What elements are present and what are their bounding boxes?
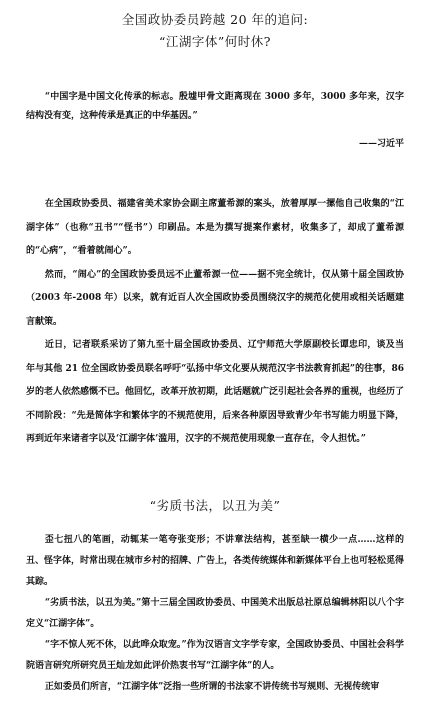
body-paragraph: 在全国政协委员、福建省美术家协会副主席董希源的案头，放着厚厚一摞他自己收集的“江湖字体”（也称“丑书”“怪书”）印刷品。本是为撰写提案作素材，收集多了，却成了董希源的“心病”，“看着就闹心”。 <box>26 199 404 256</box>
section-title: “劣质书法，以丑为美” <box>149 497 281 513</box>
body-paragraph: 近日，记者联系采访了第九至十届全国政协委员、辽宁师范大学原副校长谭忠印，谈及当年与其他 21 位全国政协委员联名呼吁“弘扬中华文化要从规范汉字书法教育抓起”的往事，86 岁的老人依然感慨不已。他回忆，改革开放初期，此话题就广泛引起社会各界的重视，也经历了不同阶段：“先是简体字和繁体字的不规范使用，后来各种原因导致青少年书写能力明显下降，再到近年来诸者字以及‘江湖字体’滥用，汉字的不规范使用现象一直存在，令人担忧。” <box>26 340 405 444</box>
section-body <box>26 530 404 698</box>
article-title-line1: 全国政协委员跨越 20 年的追问: <box>121 12 309 27</box>
section-paragraph: “字不惊人死不休，以此哗众取宠。”作为汉语言文字学专家，全国政协委员、中国社会科学院语言研究所研究员王灿龙如此评价热衷书写“江湖字体”的人。 <box>26 639 404 671</box>
quote-text: “中国字是中国文化传承的标志。殷墟甲骨文距离现在 3000 多年，3000 多年来，汉字结构没有变，这种传承是真正的中华基因。” <box>26 92 404 121</box>
article-title-line2: “江湖字体”何时休? <box>159 34 271 49</box>
section-paragraph: 歪七扭八的笔画，动辄某一笔夸张变形；不讲章法结构，甚至缺一横少一点……这样的丑、怪字体，时常出现在城市乡村的招牌、广告上，各类传统媒体和新媒体平台上也可轻松觅得其踪。 <box>26 534 405 587</box>
quote-author: ——习近平 <box>358 139 404 149</box>
document-page <box>0 10 432 721</box>
section-paragraph: 正如委员们所言，“江湖字体”泛指一些所谓的书法家不讲传统书写规则、无视传统审 <box>44 681 380 692</box>
article-body <box>26 193 404 452</box>
section-paragraph: “劣质书法，以丑为美。”第十三届全国政协委员、中国美术出版总社原总编辑林阳以八个字定义“江湖字体”。 <box>26 597 404 629</box>
body-paragraph: 然而，“闹心”的全国政协委员远不止董希源一位——据不完全统计，仅从第十届全国政协（2003 年-2008 年）以来，就有近百人次全国政协委员围绕汉字的规范化使用或相关话题建言献策。 <box>26 269 404 327</box>
